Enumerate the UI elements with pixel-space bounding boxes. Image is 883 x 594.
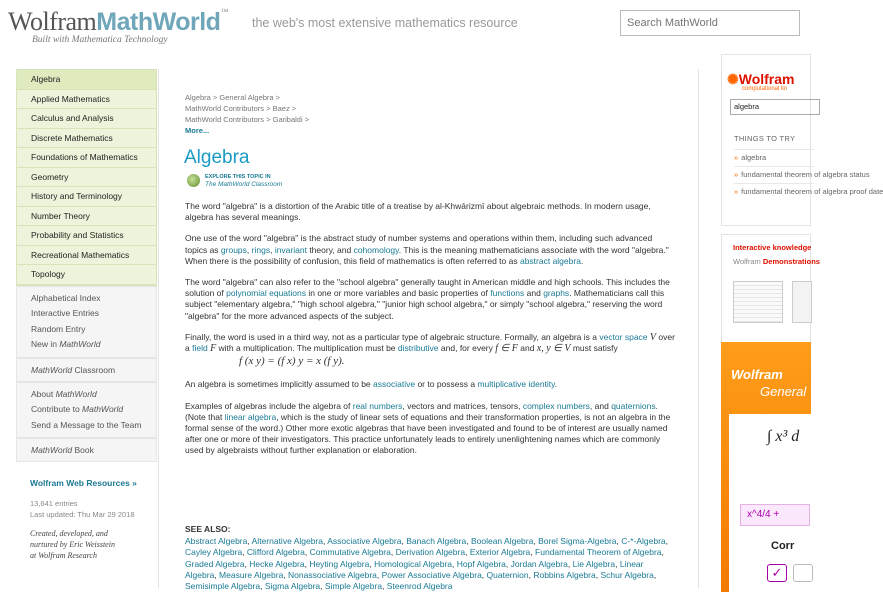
see-also-link[interactable]: Linear Algebra — [185, 558, 644, 580]
wolfram-alpha-tagline: computational kn — [742, 86, 788, 92]
link-field[interactable]: field — [192, 343, 208, 354]
p3-text-c: . Mathematicians call this subject "elementary algebra," "high school algebra," "junior high school algebra," or simply "school algebra," reserving the word "algebra" for the more advanced aspects of the subject. — [185, 288, 665, 321]
link-linear-algebra[interactable]: linear algebra — [224, 411, 277, 422]
see-also-separator: , — [401, 536, 407, 547]
book-name: MathWorld — [31, 445, 73, 455]
nav-item-applied-mathematics[interactable]: Applied Mathematics — [17, 90, 156, 110]
see-also-separator: , — [242, 547, 247, 558]
credit-line-3: at Wolfram Research — [30, 551, 97, 560]
contribute-name: MathWorld — [82, 404, 124, 414]
link-invariant[interactable]: invariant — [274, 244, 307, 255]
see-also-separator: , — [260, 581, 265, 592]
demonstration-thumbnail-2[interactable] — [792, 281, 812, 323]
see-also-separator: , — [323, 536, 328, 547]
ad-subheading: General — [760, 384, 807, 399]
page-title: Algebra — [184, 147, 250, 168]
about-name: MathWorld — [55, 388, 97, 399]
link-distributive[interactable]: distributive — [397, 343, 439, 354]
see-also-link[interactable]: Robbins Algebra — [533, 569, 596, 580]
p4-text-c: and, for every — [438, 343, 493, 354]
breadcrumb-more[interactable]: More... — [185, 126, 210, 135]
p5-text-a: An algebra is sometimes implicitly assumed to be — [185, 379, 374, 390]
equation: f (x y) = (f x) y = x (f y). — [239, 355, 345, 368]
see-also-separator: , — [244, 558, 250, 569]
see-also-link[interactable]: Boolean Algebra — [470, 536, 534, 547]
nav-new-in-mathworld[interactable] — [17, 337, 156, 353]
p2-text-a: One use of the word "algebra" is the abstract study of number systems and operations within them, including such advanced topics as — [185, 233, 653, 255]
p2-theory: theory, and — [306, 244, 354, 255]
link-complex-numbers[interactable]: complex numbers — [522, 400, 590, 411]
breadcrumb-1[interactable]: Algebra > General Algebra > — [185, 93, 281, 102]
nav-classroom[interactable] — [16, 358, 157, 382]
p3-text-a: The word "algebra" can also refer to the "school algebra" generally taught in American middle and high schools. This includes the solution of — [185, 277, 670, 299]
see-also-link[interactable]: Steenrod Algebra — [386, 581, 453, 592]
p2-comma: , — [246, 244, 252, 255]
see-also-separator: , — [528, 569, 534, 580]
see-also-separator: , — [390, 547, 396, 558]
condition-xy-in-v: x, y ∈ V — [536, 343, 571, 355]
p4-over: over a — [185, 331, 675, 354]
see-also-separator: , — [481, 569, 487, 580]
link-functions[interactable]: functions — [490, 288, 525, 299]
bullet-icon: » — [734, 153, 739, 162]
logo-wolfram: Wolfram — [8, 7, 97, 36]
p4-text-d: must satisfy — [570, 343, 618, 354]
site-tagline: the web's most extensive mathematics resource — [252, 16, 518, 30]
things-to-try-heading: THINGS TO TRY — [734, 134, 796, 143]
nav-random-entry[interactable]: Random Entry — [31, 323, 86, 334]
nav-item-number-theory[interactable]: Number Theory — [17, 207, 156, 227]
see-also-link[interactable]: Lie Algebra — [572, 558, 616, 569]
see-also-link[interactable]: Derivation Algebra — [395, 547, 466, 558]
see-also-separator: , — [283, 569, 289, 580]
credit-line-1: Created, developed, and — [30, 529, 108, 538]
search-input[interactable] — [620, 10, 800, 36]
breadcrumb-2[interactable]: MathWorld Contributors > Baez > — [185, 104, 297, 113]
main-content — [158, 69, 699, 592]
link-quaternions[interactable]: quaternions — [611, 400, 656, 411]
see-also-link[interactable]: Exterior Algebra — [469, 547, 531, 558]
site-credit — [16, 528, 157, 561]
checkmark-icon: ✓ — [767, 564, 787, 582]
classroom-name: MathWorld — [31, 364, 73, 375]
condition-f-in-f: f ∈ F — [495, 343, 518, 355]
see-also-link[interactable]: Hopf Algebra — [456, 558, 506, 569]
see-also-link[interactable]: Clifford Algebra — [246, 547, 305, 558]
breadcrumb — [185, 92, 309, 136]
entry-count: 13,641 entries — [30, 499, 78, 508]
nav-interactive-entries[interactable]: Interactive Entries — [31, 308, 100, 318]
wolfram-web-resources-link[interactable]: Wolfram Web Resources » — [30, 478, 137, 488]
see-also-link[interactable]: Commutative Algebra — [309, 547, 391, 558]
nav-alphabetical-index[interactable]: Alphabetical Index — [31, 292, 101, 303]
see-also-link[interactable]: Jordan Algebra — [510, 558, 568, 569]
wolfram-star-icon: ✺ — [727, 71, 739, 87]
p5-end: . — [554, 379, 558, 390]
credit-line-2: nurtured by Eric Weisstein — [30, 540, 115, 549]
see-also-separator: , — [530, 547, 536, 558]
nav-book[interactable] — [16, 438, 157, 462]
new-in-label: New in — [31, 339, 60, 349]
p4-text-b: with a multiplication. The multiplication must be — [216, 343, 398, 354]
left-navigation — [16, 69, 157, 561]
try-item-3[interactable] — [734, 183, 883, 200]
link-associative[interactable]: associative — [373, 379, 416, 390]
nav-item-calculus-analysis[interactable]: Calculus and Analysis — [17, 109, 156, 129]
see-also-separator: , — [304, 547, 310, 558]
wolfram-alpha-widget — [721, 54, 883, 226]
see-also-link[interactable]: Hecke Algebra — [249, 558, 305, 569]
nav-item-foundations[interactable]: Foundations of Mathematics — [17, 148, 156, 168]
see-also-separator: , — [653, 569, 657, 580]
p3-and: and — [524, 288, 544, 299]
see-also-link[interactable]: Power Associative Algebra — [381, 569, 482, 580]
paragraph-1: The word "algebra" is a distortion of the Arabic title of a treatise by al-Khwārizmī about algebraic methods. In modern usage, algebra has several meanings. — [185, 201, 651, 223]
see-also-list — [185, 536, 675, 592]
var-v: V — [649, 331, 657, 343]
link-multiplicative-identity[interactable]: multiplicative identity — [477, 379, 555, 390]
see-also-separator: , — [465, 547, 470, 558]
ad-panel — [729, 414, 819, 594]
p5-text-b: or to possess a — [415, 379, 478, 390]
bullet-icon: » — [734, 187, 739, 196]
book-label: Book — [72, 445, 94, 455]
see-also-link[interactable]: Cayley Algebra — [185, 547, 243, 558]
contribute-label: Contribute to — [31, 404, 83, 414]
see-also-separator: , — [376, 569, 382, 580]
link-abstract-algebra[interactable]: abstract algebra — [519, 255, 581, 266]
see-also-separator: , — [533, 536, 539, 547]
globe-icon — [187, 174, 200, 187]
see-also-link[interactable]: Simple Algebra — [324, 581, 383, 592]
try-item-2-label: fundamental theorem of algebra status — [741, 170, 870, 179]
see-also-link[interactable]: Banach Algebra — [406, 536, 467, 547]
see-also-link[interactable]: Fundamental Theorem of Algebra — [535, 547, 662, 558]
demonstrations-name: Demonstrations — [762, 257, 820, 266]
see-also-separator: , — [214, 569, 220, 580]
article-body — [185, 201, 675, 467]
see-also-link[interactable]: Borel Sigma-Algebra — [538, 536, 617, 547]
nav-item-recreational[interactable]: Recreational Mathematics — [17, 246, 156, 266]
see-also-separator: , — [595, 569, 601, 580]
see-also-link[interactable]: Semisimple Algebra — [185, 581, 261, 592]
link-rings[interactable]: rings — [251, 244, 271, 255]
new-in-name: MathWorld — [59, 339, 101, 349]
see-also-link[interactable]: C-*-Algebra — [621, 536, 666, 547]
see-also-separator: , — [567, 558, 573, 569]
about-label: About — [31, 388, 56, 399]
last-updated: Last updated: Thu Mar 29 2018 — [30, 510, 135, 519]
see-also-separator: , — [505, 558, 511, 569]
p2-comma-2: , — [270, 244, 275, 255]
link-vector-space[interactable]: vector space — [599, 331, 648, 342]
see-also-link[interactable]: Schur Algebra — [600, 569, 654, 580]
link-polynomial-equations[interactable]: polynomial equations — [226, 288, 306, 299]
site-stats — [16, 498, 157, 520]
link-graphs[interactable]: graphs — [543, 288, 570, 299]
see-also-link[interactable]: Quaternion — [486, 569, 529, 580]
ad-heading: Wolfram — [731, 367, 783, 382]
wolfram-alpha-name: Wolfram — [738, 71, 795, 87]
see-also-separator: , — [616, 536, 622, 547]
nav-item-history[interactable]: History and Terminology — [17, 187, 156, 207]
p6-text-e: , which is the study of linear sets of equations and their transformation properties, is not an algebra in the formal sense of the word.) Other more exotic algebras that have been investigated and found to be of interest are usually named after one or more of their investigators. This practice unfortunately leads to entirely unenlightening names which are commonly used by algebraists without further explanation or elaboration. — [185, 411, 671, 456]
demonstrations-link[interactable] — [733, 257, 820, 266]
see-also-separator: , — [466, 536, 471, 547]
nav-item-topology[interactable]: Topology — [17, 265, 156, 285]
try-item-2[interactable] — [734, 166, 870, 183]
p4-and: and — [517, 343, 537, 354]
p6-text-c: , and — [589, 400, 612, 411]
things-to-try-list — [734, 149, 883, 200]
see-also-link[interactable]: Measure Algebra — [219, 569, 284, 580]
p6-text-b: , vectors and matrices, tensors, — [402, 400, 523, 411]
paragraph-4 — [185, 332, 675, 354]
breadcrumb-3[interactable]: MathWorld Contributors > Garibaldi > — [185, 115, 310, 124]
nav-contribute[interactable] — [17, 402, 156, 418]
link-real-numbers[interactable]: real numbers — [352, 400, 403, 411]
p2-end: . — [580, 255, 584, 266]
interactive-knowledge-heading: Interactive knowledge — [733, 243, 812, 252]
see-also-separator: , — [661, 547, 664, 558]
p2-text-b: . This is the meaning mathematicians associate with the word "algebra." When there is the possibility of confusion, this field of mathematics is often referred to as — [185, 244, 669, 266]
bullet-icon: » — [734, 170, 739, 179]
index-menu — [16, 286, 157, 358]
paragraph-5 — [185, 379, 675, 390]
nav-item-algebra[interactable]: Algebra — [17, 70, 156, 90]
classroom-label: Classroom — [72, 364, 116, 375]
wolfram-general-ad[interactable] — [721, 342, 811, 592]
see-also-separator: , — [665, 536, 669, 547]
see-also-separator: , — [369, 558, 375, 569]
see-also-section — [185, 524, 675, 592]
see-also-link[interactable]: Alternative Algebra — [251, 536, 323, 547]
see-also-link[interactable]: Homological Algebra — [374, 558, 453, 569]
see-also-separator: , — [615, 558, 620, 569]
paragraph-2 — [185, 233, 675, 267]
see-also-link[interactable]: Sigma Algebra — [264, 581, 321, 592]
ad-integral: ∫ x³ d — [767, 428, 800, 445]
nav-item-discrete-mathematics[interactable]: Discrete Mathematics — [17, 129, 156, 149]
p4-text-a: Finally, the word is used in a third way, not as a particular type of algebraic structure. Formally, an algebra is a — [185, 331, 600, 342]
explore-classroom-name: The MathWorld Classroom — [205, 181, 283, 188]
see-also-link[interactable]: Graded Algebra — [185, 558, 245, 569]
site-header — [0, 0, 800, 52]
link-groups[interactable]: groups — [220, 244, 247, 255]
nav-send-message[interactable]: Send a Message to the Team — [31, 419, 142, 430]
see-also-link[interactable]: Abstract Algebra — [185, 536, 248, 547]
see-also-separator: , — [382, 581, 387, 592]
logo-mathworld: MathWorld — [96, 8, 221, 36]
logo-subtitle: Built with Mathematica Technology — [32, 35, 168, 45]
subject-menu — [16, 69, 157, 286]
paragraph-6 — [185, 401, 675, 457]
wolfram-alpha-query-input[interactable]: algebra — [730, 99, 820, 115]
paragraph-3 — [185, 277, 675, 322]
see-also-link[interactable]: Nonassociative Algebra — [288, 569, 377, 580]
site-logo[interactable] — [8, 7, 228, 37]
nav-item-geometry[interactable]: Geometry — [17, 168, 156, 188]
see-also-link[interactable]: Associative Algebra — [327, 536, 402, 547]
trademark-mark: ™ — [220, 7, 228, 16]
try-item-1[interactable] — [734, 149, 814, 166]
try-item-3-label: fundamental theorem of algebra proof date — [741, 187, 883, 196]
nav-about[interactable] — [17, 387, 156, 403]
p6-text-a: Examples of algebras include the algebra of — [185, 400, 353, 411]
empty-checkbox-icon — [793, 564, 813, 582]
ad-answer-box: x^4/4 + — [740, 504, 810, 526]
right-sidebar — [721, 54, 883, 588]
see-also-separator: , — [320, 581, 325, 592]
explore-label: EXPLORE THIS TOPIC IN — [205, 174, 271, 180]
nav-item-probability[interactable]: Probability and Statistics — [17, 226, 156, 246]
ad-correct-label: Corr — [771, 540, 795, 552]
try-item-1-label: algebra — [741, 153, 767, 162]
link-cohomology[interactable]: cohomology — [353, 244, 399, 255]
see-also-separator: , — [304, 558, 310, 569]
about-menu — [16, 382, 157, 439]
see-also-link[interactable]: Heyting Algebra — [309, 558, 370, 569]
p3-text-b: in one or more variables and basic properties of — [305, 288, 491, 299]
var-f: F — [210, 343, 217, 355]
see-also-separator: , — [247, 536, 252, 547]
demonstration-thumbnail[interactable] — [733, 281, 783, 323]
see-also-heading: SEE ALSO: — [185, 524, 231, 534]
demonstrations-wolfram: Wolfram — [733, 257, 761, 266]
see-also-separator: , — [452, 558, 457, 569]
p6-text-d: . (Note that — [185, 400, 658, 422]
